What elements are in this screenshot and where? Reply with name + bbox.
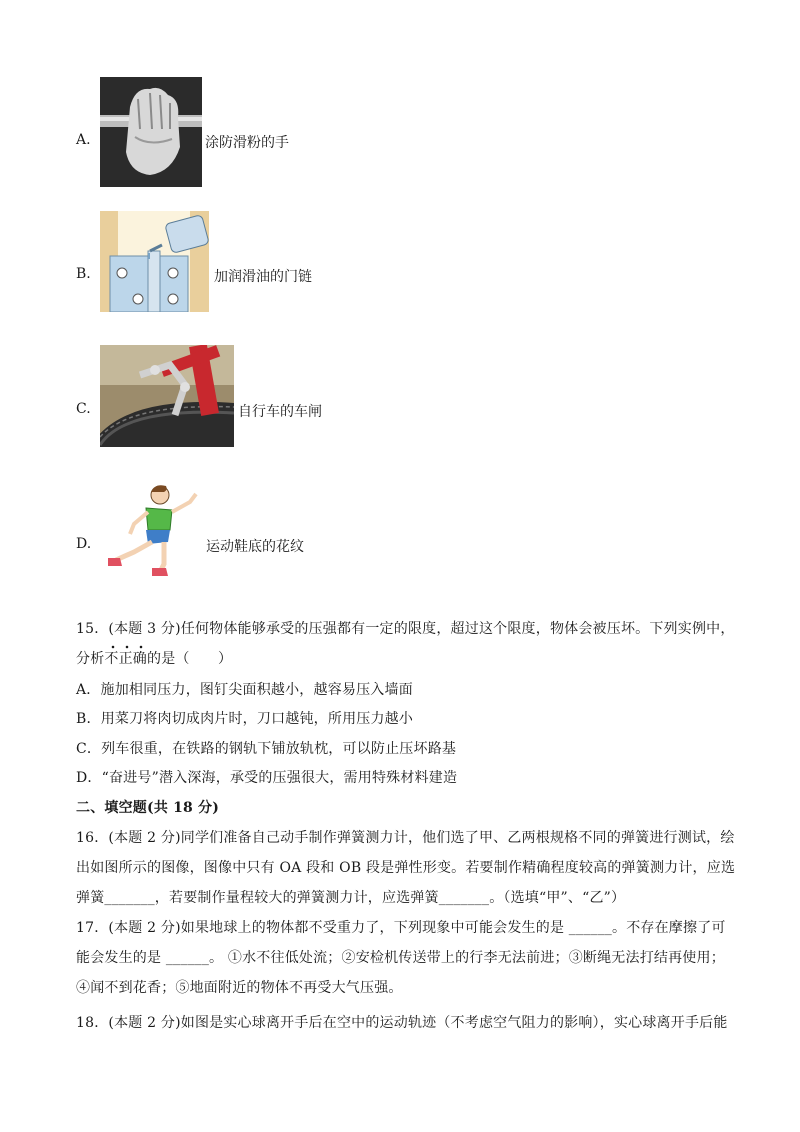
- running-boy-image: [100, 480, 206, 584]
- q15-option-d: D．“奋进号”潜入深海，承受的压强很大，需用特殊材料建造: [76, 770, 458, 786]
- chalked-hand-gripping-bar-image: [100, 77, 202, 187]
- option-d-letter: D.: [76, 536, 92, 552]
- q15-option-b: B．用菜刀将肉切成肉片时，刀口越钝，所用压力越小: [76, 711, 414, 727]
- q18-line1: 18．(本题 2 分)如图是实心球离开手后在空中的运动轨迹（不考虑空气阻力的影响），实心球离开手后能: [76, 1015, 728, 1031]
- q15-option-a: A．施加相同压力，图钉尖面积越小，越容易压入墙面: [76, 682, 413, 698]
- q16-line2: 出如图所示的图像，图像中只有 OA 段和 OB 段是弹性形变。若要制作精确程度较高的弹簧测力计，应选: [76, 860, 736, 876]
- option-b-caption: 加润滑油的门链: [214, 269, 312, 285]
- q17-line2: 能会发生的是 ______。 ①水不往低处流；②安检机传送带上的行李无法前进；③断绳无法打结再使用；: [76, 950, 725, 966]
- option-b-letter: B.: [76, 266, 91, 282]
- q17-line3: ④闻不到花香；⑤地面附近的物体不再受大气压强。: [76, 980, 403, 996]
- q15-stem-line2: [76, 648, 232, 668]
- q15-stem-post: 的是（ ）: [147, 651, 233, 667]
- q15-stem-line1: 15．(本题 3 分)任何物体能够承受的压强都有一定的限度，超过这个限度，物体会被压坏。下列实例中，: [76, 621, 735, 637]
- q15-option-c: C．列车很重，在铁路的钢轨下铺放轨枕，可以防止压坏路基: [76, 741, 457, 757]
- option-a-caption: 涂防滑粉的手: [205, 135, 289, 151]
- option-c-caption: 自行车的车闸: [238, 404, 322, 420]
- oiling-door-hinge-image: [100, 211, 209, 312]
- q16-line3: 弹簧_______，若要制作量程较大的弹簧测力计，应选弹簧_______。（选填“甲”、“乙”）: [76, 890, 626, 906]
- option-d-caption: 运动鞋底的花纹: [206, 539, 304, 555]
- q16-line1: 16．(本题 2 分)同学们准备自己动手制作弹簧测力计，他们选了甲、乙两根规格不同的弹簧进行测试，绘: [76, 830, 735, 846]
- option-c-letter: C.: [76, 401, 91, 417]
- option-a-letter: A.: [76, 132, 91, 148]
- q17-line1: 17．(本题 2 分)如果地球上的物体都不受重力了，下列现象中可能会发生的是 ______。不存在摩擦了可: [76, 920, 726, 936]
- q15-stem-pre: 分析: [76, 651, 105, 667]
- bicycle-brake-image: [100, 345, 234, 447]
- q15-emphasis: 不正确: [104, 645, 147, 667]
- section-title: 二、填空题(共 18 分): [76, 800, 220, 816]
